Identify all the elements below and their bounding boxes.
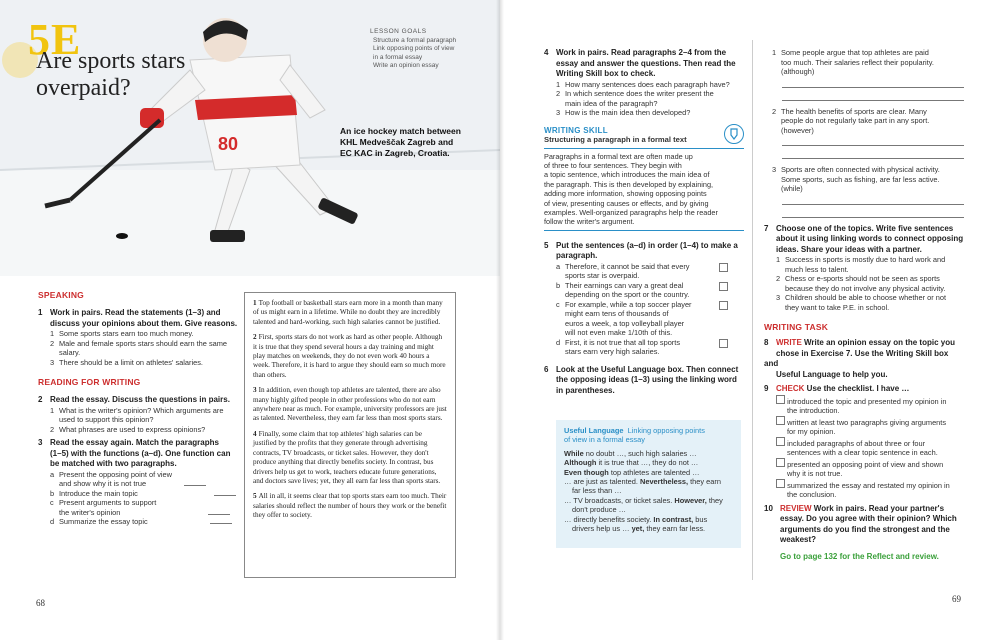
list-item: 1 How many sentences does each paragraph have? (556, 79, 730, 89)
lesson-goal-item: Write an opinion essay (373, 62, 439, 69)
question-3: 3 Read the essay again. Match the paragraphs (1–5) with the functions (a–d). One function can be matched with two paragraphs. (38, 438, 231, 468)
useful-line: Even though top athletes are talented … (564, 467, 700, 477)
left-column (38, 290, 243, 527)
checklist-checkbox[interactable] (776, 479, 785, 488)
question-text: discuss your opinions about them. Give reasons. (50, 318, 238, 328)
checklist-item: presented an opposing point of view and shown why it is not true. (764, 458, 964, 479)
page-number-left: 68 (36, 598, 45, 608)
speaking-heading: SPEAKING (38, 290, 84, 300)
checklist-checkbox[interactable] (776, 437, 785, 446)
title-line-2: overpaid? (36, 75, 131, 101)
answer-checkbox[interactable] (719, 282, 728, 291)
book-gutter (496, 0, 504, 640)
right-column-2 (764, 48, 964, 561)
answer-line[interactable] (782, 87, 964, 88)
answer-blank[interactable] (184, 479, 206, 486)
caption-line: EC KAC in Zagreb, Croatia. (340, 148, 450, 158)
useful-language-heading: Useful Language (564, 426, 624, 435)
checklist-item: summarized the essay and restated my opinion in the conclusion. (764, 479, 964, 500)
answer-checkbox[interactable] (719, 301, 728, 310)
writing-skill-heading: WRITING SKILL (544, 125, 608, 135)
answer-line[interactable] (782, 145, 964, 146)
question-5: 5 Put the sentences (a–d) in order (1–4) to make a paragraph. (544, 240, 738, 261)
writing-skill-body: Paragraphs in a formal text are often made up of three to four sentences. They begin with a topic sentence, which introduces the main idea of the paragraph. This is then developed by explaining, adding more information, showing opposing points of view, presenting causes or effects, and by giving examples. Well-organized paragraphs help the reader follow the writer's argument. (544, 148, 744, 231)
useful-language-subheading: of view in a formal essay (564, 435, 645, 445)
photo-caption (340, 126, 490, 159)
caption-line: KHL Medveščak Zagreb and (340, 137, 454, 147)
right-column-1 (544, 48, 744, 396)
checklist-item: written at least two paragraphs giving arguments for my opinion. (764, 416, 964, 437)
writing-skill-subheading: Structuring a paragraph in a formal text (544, 134, 687, 144)
essay-paragraph: 2 First, sports stars do not work as hard as other people. Although it is true that they spend several hours a day training and might play matches on weekends, they do not even work 40 hours a week. Therefore, it is hard to argue they should earn so much more than others. (253, 333, 446, 379)
pen-icon (724, 124, 744, 144)
list-item: a Therefore, it cannot be said that every sports star is overpaid. (544, 262, 744, 281)
answer-blank[interactable] (210, 517, 232, 524)
essay-paragraph: 1 Top football or basketball stars earn more in a month than many of us might earn in a lifetime. While no doubt they are incredibly talented and hard-working, such high salaries cannot be justified. (253, 299, 443, 326)
list-item: 3 Sports are often connected with physical activity. Some sports, such as fishing, are far less active. (while) (772, 165, 940, 193)
lesson-goal-item: in a formal essay (373, 53, 423, 61)
column-divider (752, 40, 753, 580)
list-item: 2 The health benefits of sports are clear. Many people do not regularly take part in any sport. (however) (772, 106, 930, 135)
essay-paragraph: 3 In addition, even though top athletes are talented, there are also many highly gifted people in other professions who do not earn anywhere near as much. For example, university professors are just as talented. Nevertheless, they earn far less than most sports stars. (253, 386, 447, 423)
answer-checkbox[interactable] (719, 339, 728, 348)
list-item: c For example, while a top soccer player might earn tens of thousands of euros a week, a top volleyball player will not even make 1/10th of this. (544, 300, 744, 338)
page-number-right: 69 (952, 594, 961, 604)
question-2: 2 Read the essay. Discuss the questions in pairs. (38, 395, 230, 404)
useful-line: far less than … (572, 486, 622, 496)
checklist-checkbox[interactable] (776, 458, 785, 467)
question-text: Work in pairs. Read the statements (1–3) and (50, 308, 221, 317)
checklist-item: introduced the topic and presented my opinion in the introduction. (764, 395, 964, 416)
answer-line[interactable] (782, 217, 964, 218)
question-4: 4 Work in pairs. Read paragraphs 2–4 from the essay and answer the questions. Then read the Writing Skill box to check. (544, 48, 736, 78)
list-item: 3 There should be a limit on athletes' salaries. (50, 357, 203, 367)
writing-task-heading: WRITING TASK (764, 322, 829, 332)
useful-line: … are just as talented. Nevertheless, they earn (564, 477, 721, 487)
list-item: 3 How is the main idea then developed? (556, 108, 691, 117)
writing-skill-box (544, 126, 744, 231)
checklist-checkbox[interactable] (776, 416, 785, 425)
list-item: 1 Some sports stars earn too much money. (50, 329, 194, 338)
question-10: 10 REVIEW Work in pairs. Read your partner's essay. Do you agree with their opinion? Which arguments do you find the strongest and the weakest? (764, 503, 957, 544)
question-1 (38, 308, 243, 329)
list-item: 1 Some people argue that top athletes are paid too much. Their salaries reflect their popularity. (although) (772, 48, 934, 76)
list-item: 3 Children should be able to choose whether or not they want to take P.E. in school. (776, 293, 947, 312)
question-7: 7 Choose one of the topics. Write five sentences about it using linking words to connect opposing ideas. Share your ideas with a partner. (764, 223, 964, 254)
list-item: b Their earnings can vary a great deal depending on the sport or the country. (544, 281, 744, 300)
unit-label: 5E (28, 15, 82, 64)
answer-blank[interactable] (214, 489, 236, 496)
lesson-goal-item: Structure a formal paragraph (373, 36, 457, 44)
list-item: 1 What is the writer's opinion? Which arguments are used to support this opinion? (50, 405, 224, 424)
list-item: 2 In which sentence does the writer present the main idea of the paragraph? (556, 89, 714, 108)
answer-line[interactable] (782, 158, 964, 159)
list-item: d First, it is not true that all top sports stars earn very high salaries. (544, 338, 744, 357)
lesson-goals (370, 28, 480, 71)
question-9: 9 CHECK Use the checklist. I have … (764, 384, 910, 393)
answer-blank[interactable] (208, 508, 230, 515)
list-item: 2 What phrases are used to express opinions? (50, 424, 206, 434)
useful-line: While no doubt …, such high salaries … (564, 448, 697, 458)
list-item: 2 Male and female sports stars should earn the same salary. (50, 338, 228, 357)
lesson-goals-heading: LESSON GOALS (370, 28, 427, 35)
list-item: b Introduce the main topic (38, 489, 243, 499)
question-6: 6 Look at the Useful Language box. Then connect the opposing ideas (1–3) using the linking word in parentheses. (544, 364, 739, 395)
list-item: 2 Chess or e-sports should not be seen as sports because they do not involve any physical activity. (776, 274, 946, 293)
useful-line: … TV broadcasts, or ticket sales. However, they (564, 495, 723, 505)
essay-paragraph: 4 Finally, some claim that top athletes' high salaries can be justified by the profits that they generate through advertising contracts, TV broadcasts, or ticket sales. However, they don't produce anything that directly benefits society. In contrast, bus drivers help us get to work, teachers educate future generations, and doctors save lives; yet, they all earn far less than sports stars. (253, 429, 441, 485)
question-number: 1 (38, 308, 43, 317)
list-item: a Present the opposing point of view and show why it is not true (38, 470, 243, 489)
answer-line[interactable] (782, 204, 964, 205)
useful-line: don't produce … (572, 505, 627, 515)
reflect-link[interactable]: Go to page 132 for the Reflect and review. (780, 551, 939, 561)
checklist-checkbox[interactable] (776, 395, 785, 404)
title-line-1: Are sports stars (36, 48, 186, 74)
useful-line: … directly benefits society. In contrast, bus (564, 514, 708, 524)
essay-paragraph: 5 All in all, it seems clear that top sports stars earn too much. Their salaries should reflect the number of hours they work or the benefit they offer to society. (253, 492, 447, 520)
list-item: c Present arguments to support the writer's opinion (38, 498, 243, 517)
list-item: 1 Success in sports is mostly due to hard work and much less to talent. (776, 255, 946, 274)
essay-box (244, 292, 456, 578)
svg-text:80: 80 (218, 134, 239, 154)
useful-line: Although it is true that …, they do not … (564, 458, 699, 468)
question-8: 8 WRITE Write an opinion essay on the topic you chose in Exercise 7. Use the Writing Skill box and Useful Language to help you. (764, 338, 955, 379)
list-item: d Summarize the essay topic (38, 517, 243, 527)
answer-checkbox[interactable] (719, 263, 728, 272)
useful-language-subheading: Linking opposing points (627, 426, 705, 435)
reading-heading: READING FOR WRITING (38, 377, 141, 387)
checklist-item: included paragraphs of about three or four sentences with a clear topic sentence in each. (764, 437, 964, 458)
useful-line: drivers help us … yet, they earn far less. (572, 524, 706, 534)
right-page (500, 0, 1000, 640)
page-title (36, 48, 185, 102)
answer-line[interactable] (782, 100, 964, 101)
lesson-goal-item: Link opposing points of view (373, 45, 455, 52)
useful-language-box (556, 420, 741, 548)
caption-line: An ice hockey match between (340, 126, 461, 136)
